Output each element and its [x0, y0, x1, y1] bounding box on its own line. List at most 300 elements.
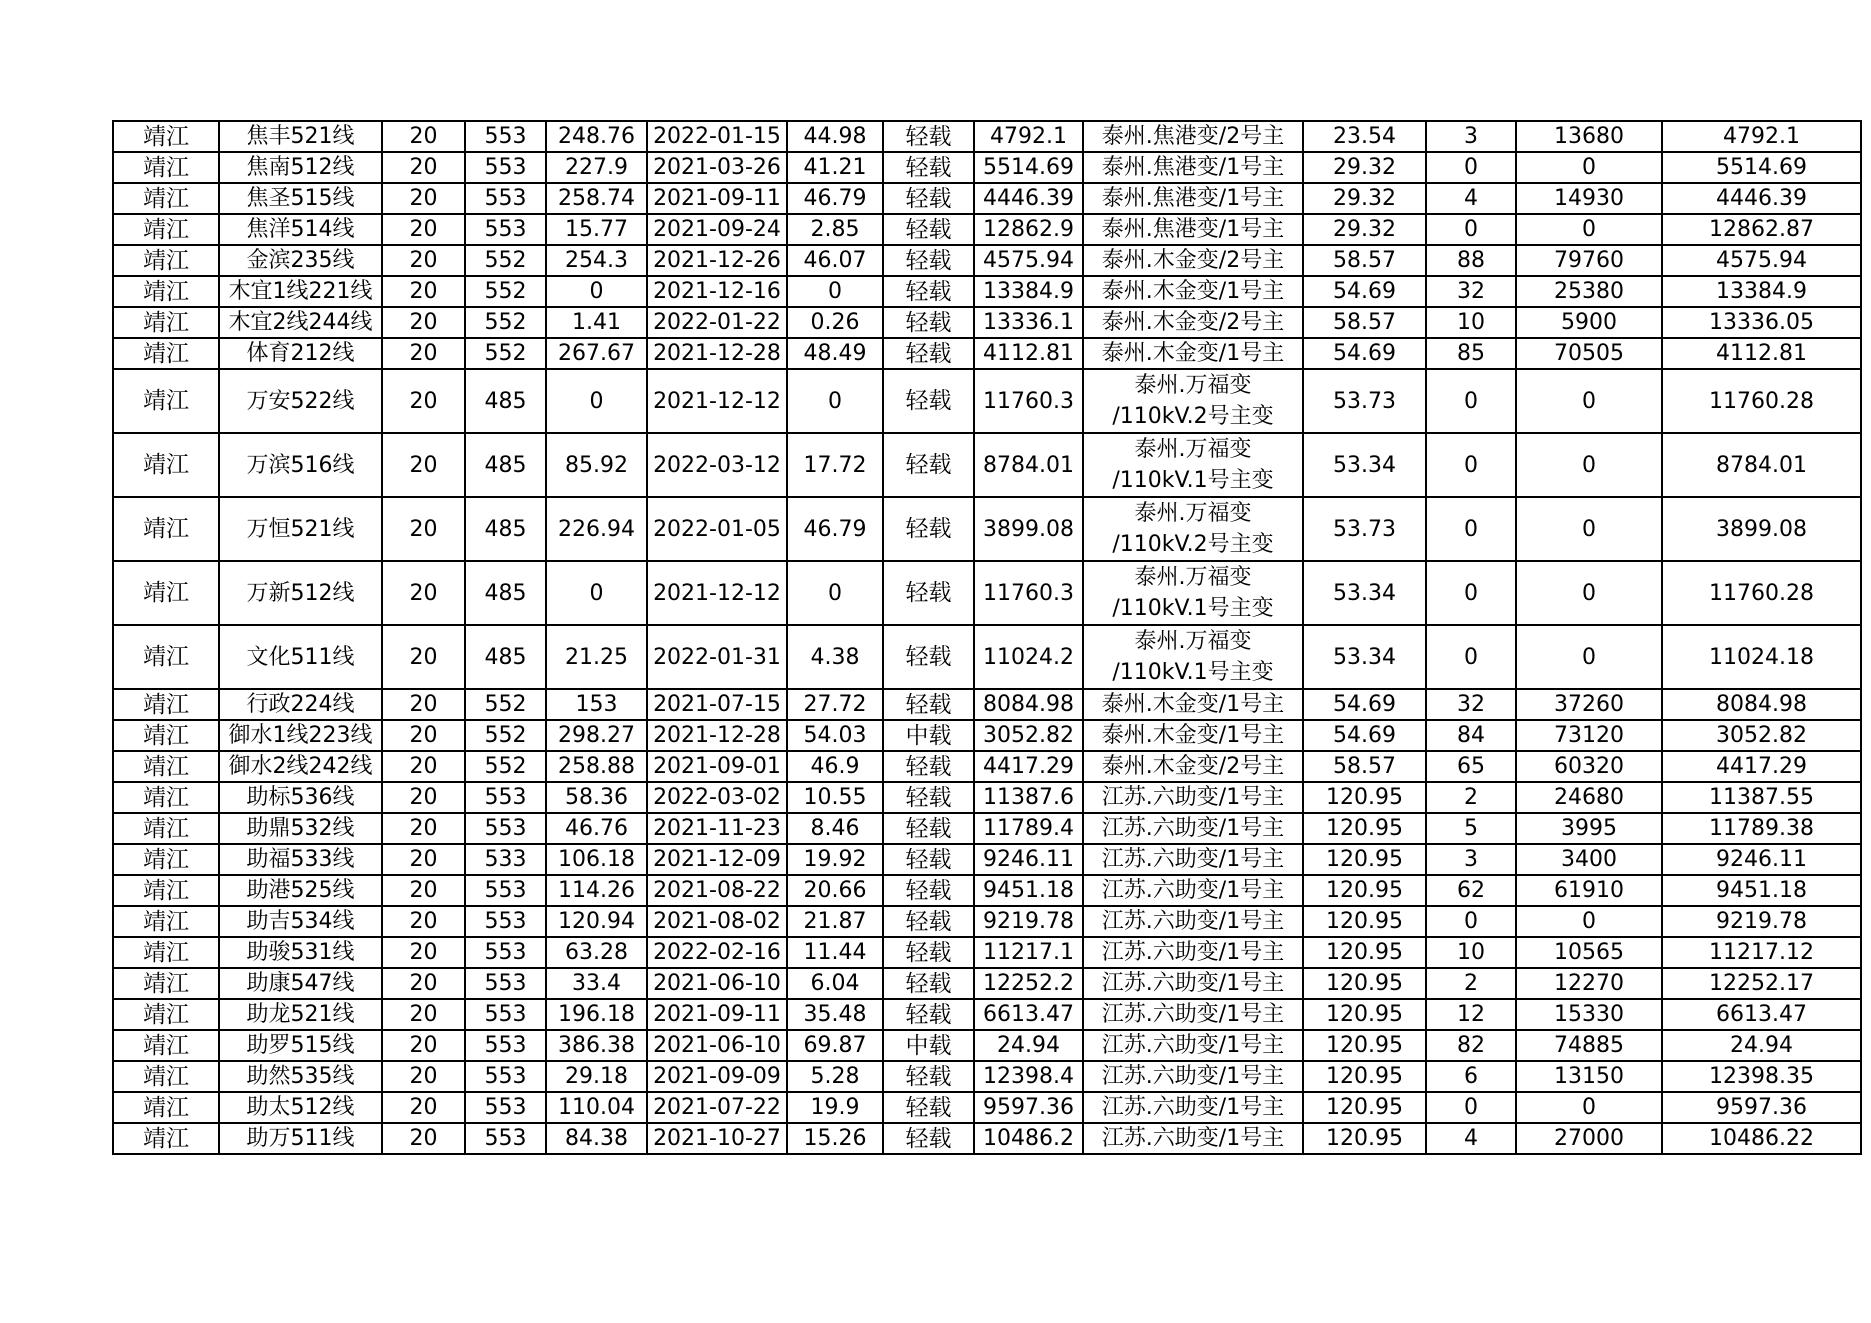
count-cell: 32 — [1426, 276, 1516, 307]
county-cell: 靖江 — [113, 338, 219, 369]
margin-cell: 9451.18 — [1662, 875, 1861, 906]
substation-line: /110kV.2号主变 — [1112, 404, 1274, 429]
substation-line: 江苏.六助变/1号主 — [1101, 908, 1285, 934]
count-cell: 84 — [1426, 720, 1516, 751]
load-rate-cell: 0 — [787, 276, 883, 307]
line-name-cell: 助港525线 — [219, 875, 382, 906]
current-cell: 58.36 — [546, 782, 647, 813]
table-row — [113, 937, 1861, 968]
voltage-cell: 20 — [382, 214, 465, 245]
date-cell: 2021-08-02 — [647, 906, 787, 937]
substation-line: 泰州.木金变/2号主 — [1101, 247, 1285, 273]
voltage-cell: 20 — [382, 369, 465, 433]
substation-line: 江苏.六助变/1号主 — [1101, 877, 1285, 903]
voltage-cell: 20 — [382, 906, 465, 937]
count-cell: 88 — [1426, 245, 1516, 276]
substation-cell — [1083, 625, 1303, 689]
transformer-rate-cell: 29.32 — [1303, 183, 1426, 214]
load-status-cell: 轻载 — [883, 369, 974, 433]
code-cell: 552 — [465, 751, 546, 782]
code-cell: 552 — [465, 338, 546, 369]
load-status-cell: 中载 — [883, 720, 974, 751]
code-cell: 553 — [465, 999, 546, 1030]
capacity-total-cell: 73120 — [1516, 720, 1662, 751]
capacity-total-cell: 61910 — [1516, 875, 1662, 906]
capacity-total-cell: 24680 — [1516, 782, 1662, 813]
line-name-cell: 助然535线 — [219, 1061, 382, 1092]
capacity-total-cell: 3400 — [1516, 844, 1662, 875]
line-name-cell: 体育212线 — [219, 338, 382, 369]
transformer-rate-cell: 54.69 — [1303, 689, 1426, 720]
transformer-rate-cell: 120.95 — [1303, 1123, 1426, 1154]
substation-line: 泰州.万福变 — [1134, 501, 1252, 526]
substation-line: 江苏.六助变/1号主 — [1101, 1125, 1285, 1151]
date-cell: 2021-12-28 — [647, 338, 787, 369]
transformer-rate-cell: 54.69 — [1303, 720, 1426, 751]
line-name-cell: 助罗515线 — [219, 1030, 382, 1061]
margin-cell: 11760.28 — [1662, 561, 1861, 625]
margin-cell: 11217.12 — [1662, 937, 1861, 968]
load-status-cell: 轻载 — [883, 1061, 974, 1092]
current-cell: 267.67 — [546, 338, 647, 369]
count-cell: 12 — [1426, 999, 1516, 1030]
county-cell: 靖江 — [113, 1061, 219, 1092]
load-rate-cell: 0.26 — [787, 307, 883, 338]
substation-line: 泰州.焦港变/1号主 — [1101, 154, 1285, 180]
table-row — [113, 968, 1861, 999]
count-cell: 0 — [1426, 433, 1516, 497]
current-cell: 386.38 — [546, 1030, 647, 1061]
voltage-cell: 20 — [382, 497, 465, 561]
current-cell: 0 — [546, 369, 647, 433]
voltage-cell: 20 — [382, 1030, 465, 1061]
load-status-cell: 轻载 — [883, 937, 974, 968]
transformer-rate-cell: 120.95 — [1303, 937, 1426, 968]
margin-cell: 4112.81 — [1662, 338, 1861, 369]
count-cell: 6 — [1426, 1061, 1516, 1092]
capacity-total-cell: 0 — [1516, 214, 1662, 245]
count-cell: 0 — [1426, 1092, 1516, 1123]
substation-line: 江苏.六助变/1号主 — [1101, 815, 1285, 841]
load-rate-cell: 46.07 — [787, 245, 883, 276]
voltage-cell: 20 — [382, 338, 465, 369]
capacity-total-cell: 0 — [1516, 1092, 1662, 1123]
current-cell: 85.92 — [546, 433, 647, 497]
voltage-cell: 20 — [382, 152, 465, 183]
current-cell: 106.18 — [546, 844, 647, 875]
transformer-rate-cell: 120.95 — [1303, 906, 1426, 937]
capacity-cell: 12252.2 — [974, 968, 1083, 999]
voltage-cell: 20 — [382, 813, 465, 844]
date-cell: 2021-12-26 — [647, 245, 787, 276]
code-cell: 485 — [465, 561, 546, 625]
date-cell: 2021-09-11 — [647, 183, 787, 214]
table-row — [113, 245, 1861, 276]
substation-cell — [1083, 561, 1303, 625]
capacity-cell: 8784.01 — [974, 433, 1083, 497]
feeder-load-table — [112, 120, 1862, 1155]
load-rate-cell: 69.87 — [787, 1030, 883, 1061]
code-cell: 553 — [465, 152, 546, 183]
date-cell: 2021-03-26 — [647, 152, 787, 183]
date-cell: 2021-11-23 — [647, 813, 787, 844]
capacity-total-cell: 3995 — [1516, 813, 1662, 844]
margin-cell: 12398.35 — [1662, 1061, 1861, 1092]
line-name-cell: 焦洋514线 — [219, 214, 382, 245]
substation-cell — [1083, 369, 1303, 433]
line-name-cell: 御水2线242线 — [219, 751, 382, 782]
date-cell: 2021-12-12 — [647, 369, 787, 433]
date-cell: 2021-12-28 — [647, 720, 787, 751]
substation-cell — [1083, 338, 1303, 369]
current-cell: 21.25 — [546, 625, 647, 689]
date-cell: 2022-03-02 — [647, 782, 787, 813]
substation-line: 江苏.六助变/1号主 — [1101, 1094, 1285, 1120]
date-cell: 2021-09-01 — [647, 751, 787, 782]
line-name-cell: 木宜1线221线 — [219, 276, 382, 307]
capacity-cell: 12398.4 — [974, 1061, 1083, 1092]
capacity-total-cell: 10565 — [1516, 937, 1662, 968]
count-cell: 0 — [1426, 497, 1516, 561]
substation-cell — [1083, 689, 1303, 720]
load-status-cell: 轻载 — [883, 1123, 974, 1154]
capacity-cell: 24.94 — [974, 1030, 1083, 1061]
table-row — [113, 276, 1861, 307]
county-cell: 靖江 — [113, 369, 219, 433]
date-cell: 2021-09-11 — [647, 999, 787, 1030]
line-name-cell: 万滨516线 — [219, 433, 382, 497]
margin-cell: 13336.05 — [1662, 307, 1861, 338]
load-status-cell: 轻载 — [883, 433, 974, 497]
date-cell: 2022-01-15 — [647, 121, 787, 152]
load-rate-cell: 27.72 — [787, 689, 883, 720]
table-row — [113, 875, 1861, 906]
load-status-cell: 轻载 — [883, 782, 974, 813]
transformer-rate-cell: 120.95 — [1303, 1061, 1426, 1092]
code-cell: 553 — [465, 1092, 546, 1123]
load-rate-cell: 54.03 — [787, 720, 883, 751]
code-cell: 485 — [465, 369, 546, 433]
load-rate-cell: 19.9 — [787, 1092, 883, 1123]
date-cell: 2021-07-15 — [647, 689, 787, 720]
substation-line: 江苏.六助变/1号主 — [1101, 1063, 1285, 1089]
capacity-total-cell: 0 — [1516, 369, 1662, 433]
capacity-cell: 4792.1 — [974, 121, 1083, 152]
voltage-cell: 20 — [382, 968, 465, 999]
date-cell: 2021-06-10 — [647, 968, 787, 999]
substation-line: 江苏.六助变/1号主 — [1101, 1001, 1285, 1027]
substation-line: 泰州.万福变 — [1134, 437, 1252, 462]
table-row — [113, 1061, 1861, 1092]
substation-cell — [1083, 214, 1303, 245]
line-name-cell: 助标536线 — [219, 782, 382, 813]
capacity-total-cell: 79760 — [1516, 245, 1662, 276]
current-cell: 33.4 — [546, 968, 647, 999]
voltage-cell: 20 — [382, 1061, 465, 1092]
transformer-rate-cell: 54.69 — [1303, 338, 1426, 369]
load-status-cell: 轻载 — [883, 813, 974, 844]
voltage-cell: 20 — [382, 751, 465, 782]
load-rate-cell: 35.48 — [787, 999, 883, 1030]
code-cell: 553 — [465, 937, 546, 968]
county-cell: 靖江 — [113, 152, 219, 183]
table-row — [113, 369, 1861, 433]
substation-cell — [1083, 782, 1303, 813]
margin-cell: 11024.18 — [1662, 625, 1861, 689]
capacity-cell: 10486.2 — [974, 1123, 1083, 1154]
transformer-rate-cell: 120.95 — [1303, 875, 1426, 906]
load-rate-cell: 0 — [787, 369, 883, 433]
capacity-cell: 3052.82 — [974, 720, 1083, 751]
margin-cell: 9246.11 — [1662, 844, 1861, 875]
load-rate-cell: 2.85 — [787, 214, 883, 245]
load-rate-cell: 48.49 — [787, 338, 883, 369]
table-row — [113, 906, 1861, 937]
capacity-total-cell: 0 — [1516, 561, 1662, 625]
margin-cell: 4792.1 — [1662, 121, 1861, 152]
capacity-total-cell: 70505 — [1516, 338, 1662, 369]
voltage-cell: 20 — [382, 625, 465, 689]
count-cell: 0 — [1426, 369, 1516, 433]
count-cell: 65 — [1426, 751, 1516, 782]
capacity-cell: 5514.69 — [974, 152, 1083, 183]
date-cell: 2021-12-12 — [647, 561, 787, 625]
table-row — [113, 338, 1861, 369]
code-cell: 485 — [465, 497, 546, 561]
count-cell: 3 — [1426, 844, 1516, 875]
margin-cell: 4417.29 — [1662, 751, 1861, 782]
count-cell: 2 — [1426, 782, 1516, 813]
voltage-cell: 20 — [382, 307, 465, 338]
current-cell: 153 — [546, 689, 647, 720]
county-cell: 靖江 — [113, 214, 219, 245]
code-cell: 485 — [465, 625, 546, 689]
current-cell: 1.41 — [546, 307, 647, 338]
count-cell: 2 — [1426, 968, 1516, 999]
load-status-cell: 轻载 — [883, 999, 974, 1030]
transformer-rate-cell: 120.95 — [1303, 782, 1426, 813]
transformer-rate-cell: 58.57 — [1303, 245, 1426, 276]
substation-line: 泰州.木金变/2号主 — [1101, 309, 1285, 335]
code-cell: 553 — [465, 906, 546, 937]
substation-line: 泰州.万福变 — [1134, 373, 1252, 398]
margin-cell: 8084.98 — [1662, 689, 1861, 720]
current-cell: 46.76 — [546, 813, 647, 844]
capacity-total-cell: 13150 — [1516, 1061, 1662, 1092]
county-cell: 靖江 — [113, 751, 219, 782]
code-cell: 553 — [465, 214, 546, 245]
load-rate-cell: 21.87 — [787, 906, 883, 937]
county-cell: 靖江 — [113, 689, 219, 720]
margin-cell: 12252.17 — [1662, 968, 1861, 999]
line-name-cell: 金滨235线 — [219, 245, 382, 276]
substation-cell — [1083, 999, 1303, 1030]
transformer-rate-cell: 53.73 — [1303, 369, 1426, 433]
current-cell: 0 — [546, 561, 647, 625]
substation-cell — [1083, 844, 1303, 875]
county-cell: 靖江 — [113, 307, 219, 338]
capacity-cell: 9451.18 — [974, 875, 1083, 906]
substation-cell — [1083, 497, 1303, 561]
line-name-cell: 万安522线 — [219, 369, 382, 433]
county-cell: 靖江 — [113, 561, 219, 625]
capacity-cell: 13384.9 — [974, 276, 1083, 307]
code-cell: 552 — [465, 307, 546, 338]
voltage-cell: 20 — [382, 561, 465, 625]
current-cell: 114.26 — [546, 875, 647, 906]
table-row — [113, 625, 1861, 689]
substation-line: 江苏.六助变/1号主 — [1101, 846, 1285, 872]
voltage-cell: 20 — [382, 782, 465, 813]
table-row — [113, 433, 1861, 497]
county-cell: 靖江 — [113, 245, 219, 276]
count-cell: 82 — [1426, 1030, 1516, 1061]
count-cell: 0 — [1426, 625, 1516, 689]
county-cell: 靖江 — [113, 720, 219, 751]
current-cell: 226.94 — [546, 497, 647, 561]
transformer-rate-cell: 58.57 — [1303, 751, 1426, 782]
line-name-cell: 助康547线 — [219, 968, 382, 999]
margin-cell: 9219.78 — [1662, 906, 1861, 937]
substation-cell — [1083, 875, 1303, 906]
margin-cell: 3899.08 — [1662, 497, 1861, 561]
load-status-cell: 轻载 — [883, 844, 974, 875]
margin-cell: 4446.39 — [1662, 183, 1861, 214]
load-rate-cell: 19.92 — [787, 844, 883, 875]
table-row — [113, 183, 1861, 214]
load-status-cell: 轻载 — [883, 276, 974, 307]
margin-cell: 24.94 — [1662, 1030, 1861, 1061]
table-row — [113, 720, 1861, 751]
line-name-cell: 万新512线 — [219, 561, 382, 625]
substation-line: 泰州.木金变/2号主 — [1101, 753, 1285, 779]
substation-cell — [1083, 906, 1303, 937]
current-cell: 110.04 — [546, 1092, 647, 1123]
table-row — [113, 121, 1861, 152]
margin-cell: 11789.38 — [1662, 813, 1861, 844]
margin-cell: 9597.36 — [1662, 1092, 1861, 1123]
substation-line: 江苏.六助变/1号主 — [1101, 939, 1285, 965]
date-cell: 2022-01-05 — [647, 497, 787, 561]
substation-cell — [1083, 1030, 1303, 1061]
capacity-cell: 6613.47 — [974, 999, 1083, 1030]
date-cell: 2022-01-31 — [647, 625, 787, 689]
county-cell: 靖江 — [113, 1030, 219, 1061]
load-status-cell: 轻载 — [883, 561, 974, 625]
substation-cell — [1083, 720, 1303, 751]
transformer-rate-cell: 120.95 — [1303, 968, 1426, 999]
load-rate-cell: 20.66 — [787, 875, 883, 906]
capacity-total-cell: 0 — [1516, 152, 1662, 183]
table-row — [113, 497, 1861, 561]
transformer-rate-cell: 54.69 — [1303, 276, 1426, 307]
county-cell: 靖江 — [113, 276, 219, 307]
substation-line: /110kV.1号主变 — [1112, 596, 1274, 621]
substation-cell — [1083, 1092, 1303, 1123]
capacity-total-cell: 0 — [1516, 433, 1662, 497]
load-rate-cell: 46.9 — [787, 751, 883, 782]
transformer-rate-cell: 53.34 — [1303, 561, 1426, 625]
capacity-cell: 9246.11 — [974, 844, 1083, 875]
voltage-cell: 20 — [382, 276, 465, 307]
county-cell: 靖江 — [113, 497, 219, 561]
load-status-cell: 轻载 — [883, 689, 974, 720]
load-status-cell: 轻载 — [883, 625, 974, 689]
count-cell: 0 — [1426, 214, 1516, 245]
load-status-cell: 轻载 — [883, 307, 974, 338]
code-cell: 553 — [465, 782, 546, 813]
load-status-cell: 轻载 — [883, 183, 974, 214]
line-name-cell: 焦丰521线 — [219, 121, 382, 152]
load-status-cell: 轻载 — [883, 121, 974, 152]
capacity-cell: 3899.08 — [974, 497, 1083, 561]
margin-cell: 11387.55 — [1662, 782, 1861, 813]
substation-line: 泰州.焦港变/2号主 — [1101, 123, 1285, 149]
load-status-cell: 中载 — [883, 1030, 974, 1061]
capacity-total-cell: 0 — [1516, 497, 1662, 561]
load-rate-cell: 46.79 — [787, 183, 883, 214]
margin-cell: 3052.82 — [1662, 720, 1861, 751]
capacity-cell: 11387.6 — [974, 782, 1083, 813]
substation-cell — [1083, 245, 1303, 276]
substation-cell — [1083, 968, 1303, 999]
county-cell: 靖江 — [113, 968, 219, 999]
code-cell: 552 — [465, 689, 546, 720]
county-cell: 靖江 — [113, 937, 219, 968]
load-rate-cell: 46.79 — [787, 497, 883, 561]
date-cell: 2021-06-10 — [647, 1030, 787, 1061]
date-cell: 2021-12-16 — [647, 276, 787, 307]
margin-cell: 8784.01 — [1662, 433, 1861, 497]
line-name-cell: 文化511线 — [219, 625, 382, 689]
capacity-total-cell: 0 — [1516, 625, 1662, 689]
count-cell: 4 — [1426, 183, 1516, 214]
table-row — [113, 844, 1861, 875]
voltage-cell: 20 — [382, 937, 465, 968]
capacity-cell: 4575.94 — [974, 245, 1083, 276]
voltage-cell: 20 — [382, 1123, 465, 1154]
capacity-total-cell: 5900 — [1516, 307, 1662, 338]
date-cell: 2021-08-22 — [647, 875, 787, 906]
load-rate-cell: 44.98 — [787, 121, 883, 152]
table-row — [113, 214, 1861, 245]
transformer-rate-cell: 120.95 — [1303, 844, 1426, 875]
table-row — [113, 307, 1861, 338]
current-cell: 248.76 — [546, 121, 647, 152]
transformer-rate-cell: 53.73 — [1303, 497, 1426, 561]
transformer-rate-cell: 29.32 — [1303, 152, 1426, 183]
transformer-rate-cell: 120.95 — [1303, 999, 1426, 1030]
current-cell: 254.3 — [546, 245, 647, 276]
count-cell: 0 — [1426, 152, 1516, 183]
substation-cell — [1083, 1061, 1303, 1092]
transformer-rate-cell: 53.34 — [1303, 433, 1426, 497]
substation-line: 江苏.六助变/1号主 — [1101, 784, 1285, 810]
capacity-total-cell: 15330 — [1516, 999, 1662, 1030]
load-rate-cell: 6.04 — [787, 968, 883, 999]
current-cell: 0 — [546, 276, 647, 307]
capacity-total-cell: 37260 — [1516, 689, 1662, 720]
substation-line: /110kV.2号主变 — [1112, 532, 1274, 557]
table-row — [113, 782, 1861, 813]
date-cell: 2021-09-09 — [647, 1061, 787, 1092]
capacity-total-cell: 13680 — [1516, 121, 1662, 152]
capacity-total-cell: 60320 — [1516, 751, 1662, 782]
count-cell: 0 — [1426, 561, 1516, 625]
code-cell: 553 — [465, 968, 546, 999]
capacity-total-cell: 12270 — [1516, 968, 1662, 999]
capacity-cell: 4417.29 — [974, 751, 1083, 782]
